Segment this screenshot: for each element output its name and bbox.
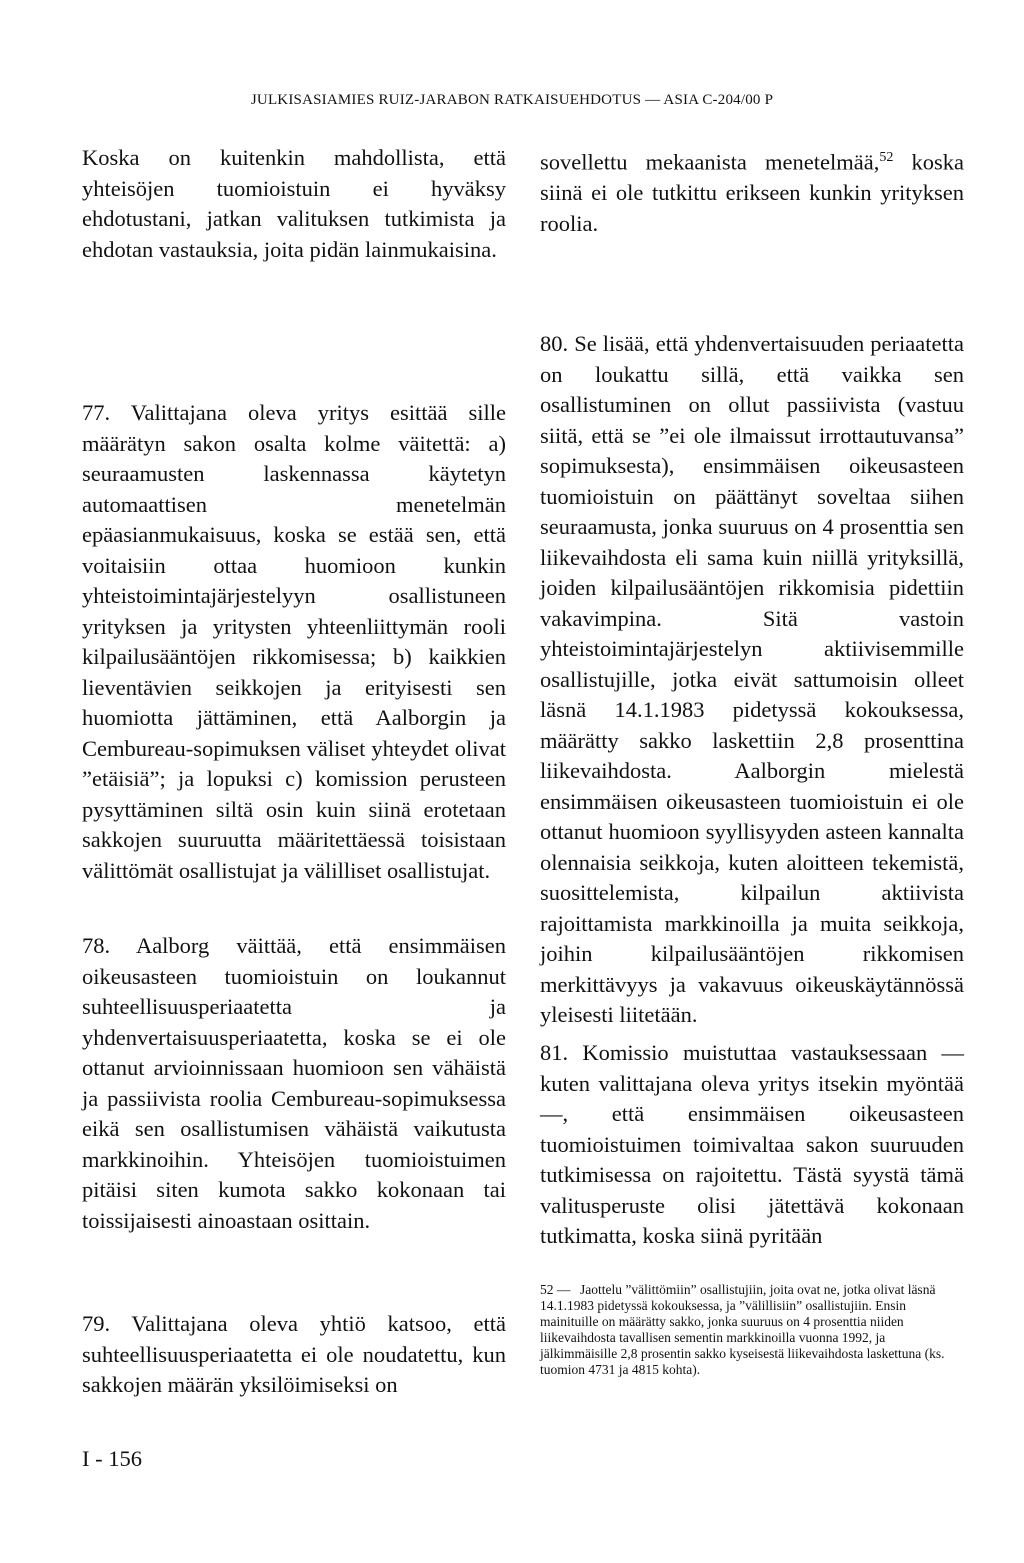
paragraph-78: 78. Aalborg väittää, että ensimmäisen oikeusasteen tuomioistuin on loukannut suhteellisuusperiaatetta ja yhdenvertaisuusperiaatetta, koska se ei ole ottanut arvioinnissaan huomioon sen vähäistä ja passiivista roolia Cembureau-sopimuksessa eikä sen osallistumisen vähäistä vaikutusta markkinoihin. Yhteisöjen tuomioistuimen pitäisi siten kumota sakko kokonaan tai toissijaisesti ainoastaan osittain. <box>82 933 506 1233</box>
footnote-reference: 52 <box>879 150 894 165</box>
footnote-number: 52 — <box>540 1282 571 1297</box>
footnote-52 <box>540 1282 958 1378</box>
paragraph-80: 80. Se lisää, että yhdenvertaisuuden periaatetta on loukattu sillä, että vaikka sen osallistuminen on ollut passiivista (vastuu siitä, että se ”ei ole ilmaissut irrottautuvansa” sopimuksesta), ensimmäisen oikeusasteen tuomioistuin on päättänyt soveltaa siihen seuraamusta, jonka suuruus on 4 prosenttia sen liikevaihdosta eli sama kuin niillä yrityksillä, joiden kilpailusääntöjen rikkomisia pidettiin vakavimpina. Sitä vastoin yhteistoimintajärjestelyn aktiivisemmille osallistujille, jotka eivät sattumoisin olleet läsnä 14.1.1983 pidetyssä kokouksessa, määrätty sakko laskettiin 2,8 prosenttina liikevaihdosta. Aalborgin mielestä ensimmäisen oikeusasteen tuomioistuin ei ole ottanut huomioon syyllisyyden asteen kannalta olennaisia seikkoja, kuten aloitteen tekemistä, suosittelemista, kilpailun aktiivista rajoittamista markkinoilla ja muita seikkoja, joihin kilpailusääntöjen rikkomisen merkittävyys ja vakavuus oikeuskäytännössä yleisesti liitetään. <box>540 331 964 1027</box>
footnote-text: Jaottelu ”välittömiin” osallistujiin, joita ovat ne, jotka olivat läsnä 14.1.1983 pidetyssä kokouksessa, ja ”välillisiin” osallistujiin. Ensin mainituille on määrätty sakko, jonka suuruus on 4 prosenttia niiden liikevaihdosta tavallisen sementin markkinoilla vuonna 1992, ja jälkimmäisille 2,8 prosentin sakko kyseisestä liikevaihdosta laskettuna (ks. tuomion 4731 ja 4815 kohta). <box>540 1282 945 1377</box>
paragraph-79: 79. Valittajana oleva yhtiö katsoo, että suhteellisuusperiaatetta ei ole noudatettu, kun sakkojen määrän yksilöimiseksi on <box>82 1311 506 1397</box>
paragraph-81: 81. Komissio muistuttaa vastauksessaan — kuten valittajana oleva yritys itsekin myöntää —, että ensimmäisen oikeusasteen tuomioistuimen toimivaltaa sakon suuruuden tutkimisessa on rajoitettu. Tästä syystä tämä valitusperuste olisi jätettävä kokonaan tutkimatta, koska siinä pyritään <box>540 1040 964 1248</box>
intro-paragraph: Koska on kuitenkin mahdollista, että yhteisöjen tuomioistuin ei hyväksy ehdotustani, jatkan valituksen tutkimista ja ehdotan vastauksia, joita pidän lainmukaisina. <box>82 145 506 262</box>
paragraph-77: 77. Valittajana oleva yritys esittää sille määrätyn sakon osalta kolme väitettä: a) seuraamusten laskennassa käytetyn automaattisen menetelmän epäasianmukaisuus, koska se estää sen, että voitaisiin ottaa huomioon kunkin yhteistoimintajärjestelyyn osallistuneen yrityksen ja yritysten yhteenliittymän rooli kilpailusääntöjen rikkomisessa; b) kaikkien lieventävien seikkojen ja erityisesti sen huomiotta jättäminen, että Aalborgin ja Cembureau-sopimuksen väliset yhteydet olivat ”etäisiä”; ja lopuksi c) komission perusteen pysyttäminen siltä osin kuin siinä erotetaan sakkojen suuruutta määritettäessä toisistaan välittömät osallistujat ja välilliset osallistujat. <box>82 400 506 883</box>
continuation-text-after: koska siinä ei ole tutkittu erikseen kunkin yrityksen roolia. <box>540 149 964 236</box>
continuation-text-before: sovellettu mekaanista menetelmää, <box>540 149 880 175</box>
continuation-paragraph <box>540 143 964 239</box>
page-number: I - 156 <box>82 1446 142 1471</box>
running-header: JULKISASIAMIES RUIZ-JARABON RATKAISUEHDOTUS — ASIA C-204/00 P <box>250 92 774 108</box>
